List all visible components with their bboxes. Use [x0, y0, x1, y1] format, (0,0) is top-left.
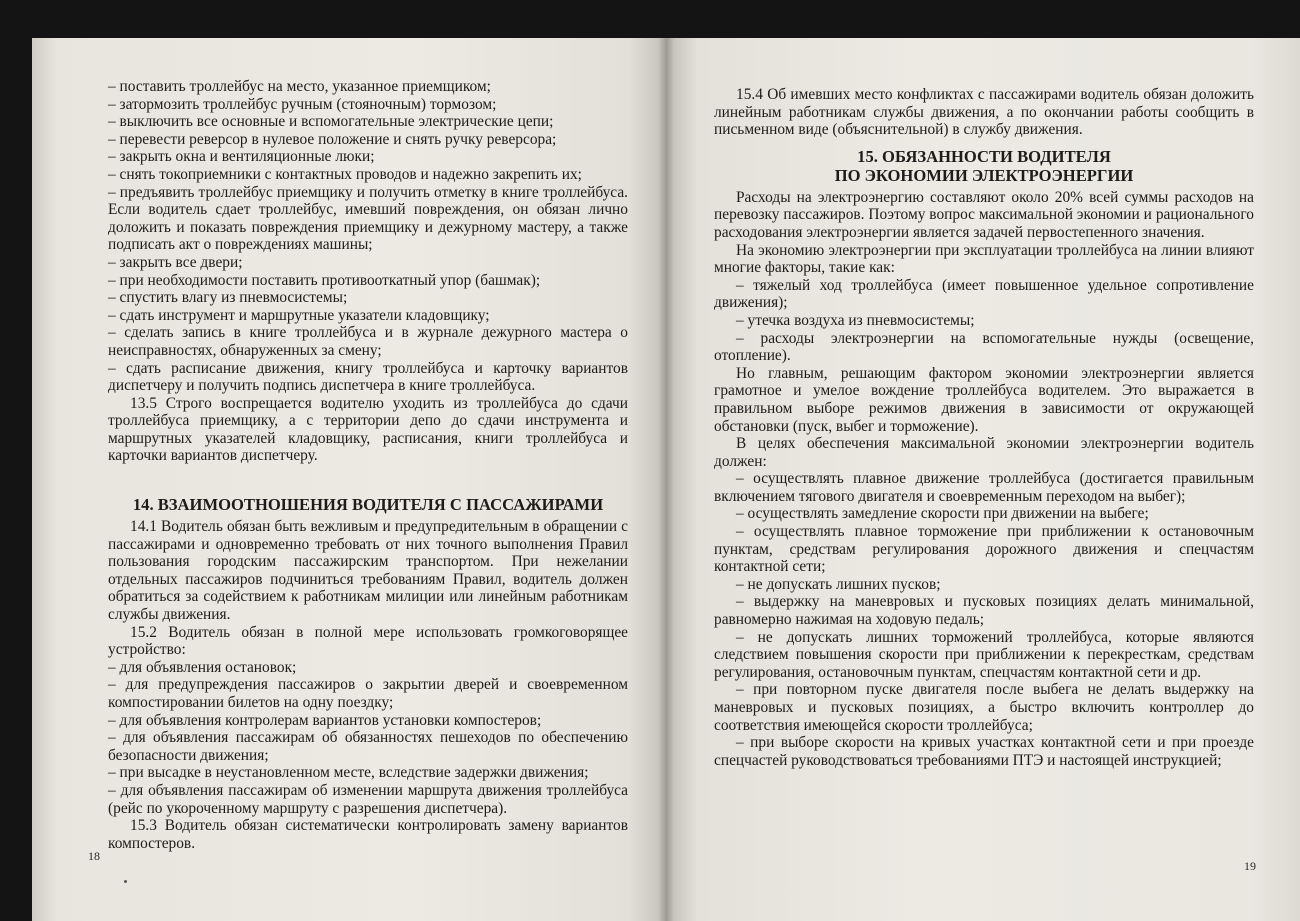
- heading-line: 15. ОБЯЗАННОСТИ ВОДИТЕЛЯ: [857, 146, 1111, 166]
- paragraph: 13.5 Строго воспрещается водителю уходить из троллейбуса до сдачи троллейбуса приемщику, а с территории депо до сдачи инструмента и маршрутных указателей кладовщику, расписания, книги троллейбуса и карточки вариантов диспетчеру.: [108, 394, 628, 465]
- paragraph: – закрыть все двери;: [108, 253, 243, 271]
- paragraph: – при выборе скорости на кривых участках контактной сети и при проезде спецчастей руководствоваться требованиями ПТЭ и настоящей инструкцией;: [714, 734, 1254, 769]
- paragraph: В целях обеспечения максимальной экономии электроэнергии водитель должен:: [714, 435, 1254, 470]
- paragraph: На экономию электроэнергии при эксплуатации троллейбуса на линии влияют многие факторы, такие как:: [714, 241, 1254, 277]
- page-number: 18: [88, 849, 100, 863]
- paragraph: – предъявить троллейбус приемщику и получить отметку в книге троллейбуса. Если водитель сдает троллейбус, имевший повреждения, он обязан лично доложить и показать повреждения приемщику и дежурному мастеру, а также подписать акт о повреждениях машины;: [108, 183, 628, 254]
- page-number: 19: [1244, 859, 1256, 873]
- paragraph: – закрыть окна и вентиляционные люки;: [108, 148, 375, 166]
- paragraph: Расходы на электроэнергию составляют около 20% всей суммы расходов на перевозку пассажиров. Поэтому вопрос максимальной экономии и рационального расходования электроэнергии является задачей первостепенного значения.: [714, 188, 1254, 241]
- paragraph: 15.4 Об имевших место конфликтах с пассажирами водитель обязан доложить линейным работникам службы движения, а по окончании работы сообщить в письменном виде (объяснительной) в службу движения.: [714, 86, 1254, 139]
- paragraph: – расходы электроэнергии на вспомогательные нужды (освещение, отопление).: [714, 329, 1254, 365]
- right-page: [666, 38, 1300, 921]
- paragraph: – при повторном пуске двигателя после выбега не делать выдержку на маневровых и пусковых позициях, а быстро включить контроллер до соответствия имеющейся скорости троллейбуса;: [714, 681, 1254, 734]
- paragraph: – не допускать лишних пусков;: [736, 575, 941, 593]
- paragraph: – при высадке в неустановленном месте, вследствие задержки движения;: [108, 764, 589, 782]
- paragraph: – при необходимости поставить противооткатный упор (башмак);: [108, 271, 541, 289]
- heading-line: ПО ЭКОНОМИИ ЭЛЕКТРОЭНЕРГИИ: [834, 165, 1134, 185]
- paragraph: – для объявления пассажирам об обязанностях пешеходов по обеспечению безопасности движения;: [108, 729, 628, 764]
- paragraph: – снять токоприемники с контактных проводов и надежно закрепить их;: [108, 165, 582, 183]
- paragraph: 14.1 Водитель обязан быть вежливым и предупредительным в обращении с пассажирами и одновременно требовать от них точного выполнения Правил пользования городским пассажирским транспортом. При нежелании отдельных пассажиров подчиниться требованиям Правил, водитель должен обратиться за содействием к работникам милиции или линейным работникам службы движения.: [108, 518, 628, 624]
- spacer: [108, 465, 628, 483]
- paragraph: – осуществлять плавное движение троллейбуса (достигается правильным включением тягового двигателя и своевременным переходом на выбег);: [714, 470, 1254, 505]
- section-heading-15: [714, 147, 1254, 185]
- paragraph: – для предупреждения пассажиров о закрытии дверей и своевременном компостировании билетов на одну поездку;: [108, 676, 628, 711]
- paragraph: – для объявления остановок;: [108, 658, 297, 676]
- paragraph: – тяжелый ход троллейбуса (имеет повышенное удельное сопротивление движения);: [714, 276, 1254, 312]
- speck: [124, 880, 127, 883]
- paragraph: – перевести реверсор в нулевое положение и снять ручку реверсора;: [108, 130, 557, 148]
- paragraph: – спустить влагу из пневмосистемы;: [108, 289, 348, 307]
- paragraph: – осуществлять плавное торможение при приближении к остановочным пунктам, средствам регулирования дорожного движения и спецчастям контактной сети;: [714, 523, 1254, 576]
- book-spine: [658, 38, 674, 921]
- paragraph: – осуществлять замедление скорости при движении на выбеге;: [736, 505, 1149, 523]
- right-page-text: [714, 86, 1254, 769]
- left-page: [32, 38, 666, 921]
- paragraph: – для объявления пассажирам об изменении маршрута движения троллейбуса (рейс по укороченному маршруту с разрешения диспетчера).: [108, 781, 628, 817]
- paragraph: 15.2 Водитель обязан в полной мере использовать громкоговорящее устройство:: [108, 623, 628, 659]
- paragraph: – для объявления контролерам вариантов установки компостеров;: [108, 711, 542, 729]
- section-heading-14: 14. ВЗАИМООТНОШЕНИЯ ВОДИТЕЛЯ С ПАССАЖИРАМИ: [132, 495, 604, 515]
- paragraph: – не допускать лишних торможений троллейбуса, которые являются следствием повышения скорости при приближении к перекресткам, средствам регулирования, остановочным пунктам, спецчастям контактной сети и др.: [714, 628, 1254, 681]
- paragraph: – поставить троллейбус на место, указанное приемщиком;: [108, 78, 491, 95]
- paragraph: Но главным, решающим фактором экономии электроэнергии является грамотное и умелое вождение троллейбуса водителем. Это выражается в правильном выборе режимов движения в зависимости от окружающей обстановки (пуск, выбег и торможение).: [714, 364, 1254, 435]
- paragraph: – сдать расписание движения, книгу троллейбуса и карточку вариантов диспетчеру и получить подпись диспетчера в книге троллейбуса.: [108, 359, 628, 395]
- paragraph: – сделать запись в книге троллейбуса и в журнале дежурного мастера о неисправностях, обнаруженных за смену;: [108, 324, 628, 359]
- paragraph: – затормозить троллейбус ручным (стояночным) тормозом;: [108, 95, 497, 113]
- open-book: [32, 38, 1300, 921]
- paragraph: – выключить все основные и вспомогательные электрические цепи;: [108, 113, 554, 131]
- paragraph: 15.3 Водитель обязан систематически контролировать замену вариантов компостеров.: [108, 817, 628, 852]
- paragraph: – утечка воздуха из пневмосистемы;: [736, 311, 975, 329]
- paragraph: – выдержку на маневровых и пусковых позициях делать минимальной, равномерно нажимая на ходовую педаль;: [714, 593, 1254, 629]
- left-page-text: [108, 78, 628, 852]
- paragraph: – сдать инструмент и маршрутные указатели кладовщику;: [108, 306, 490, 324]
